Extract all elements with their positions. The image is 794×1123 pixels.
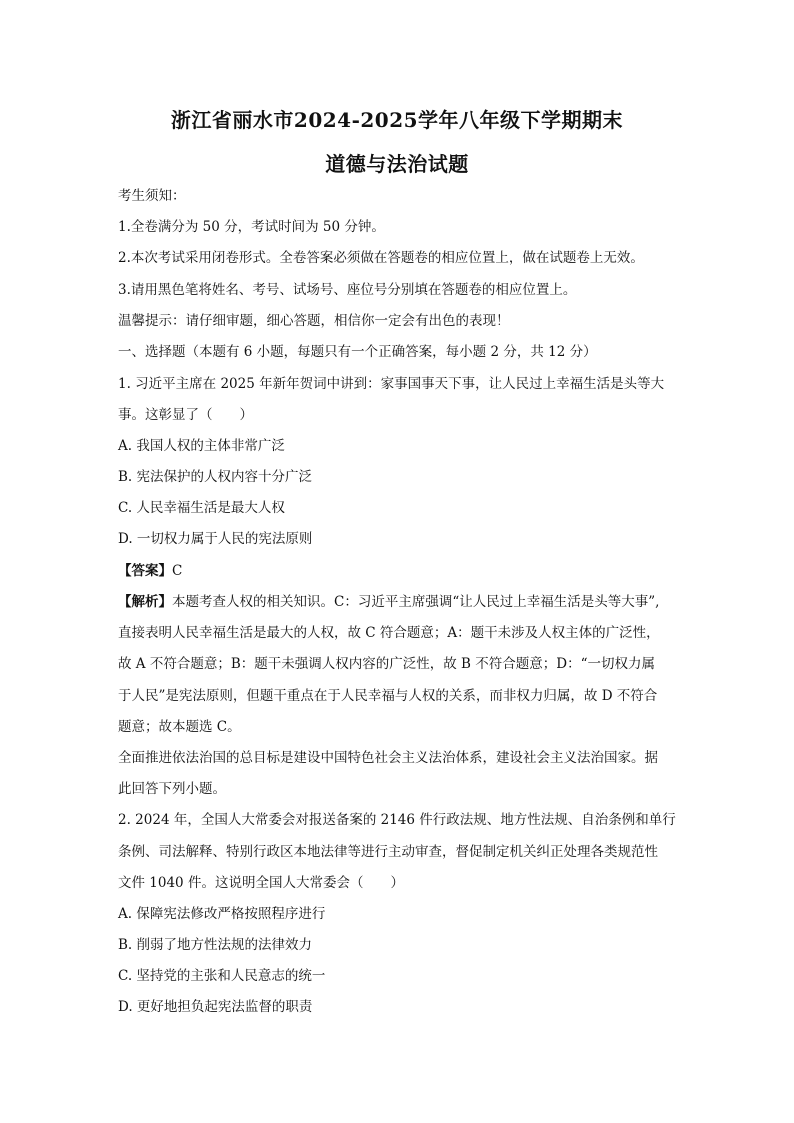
question-2-stem: 条例、司法解释、特别行政区本地法律等进行主动审查，督促制定机关纠正处理各类规范性 <box>118 844 658 860</box>
section-heading: 一、选择题（本题有 6 小题，每题只有一个正确答案，每小题 2 分，共 12 分） <box>118 344 597 360</box>
question-1-stem: 1. 习近平主席在 2025 年新年贺词中讲到：家事国事天下事，让人民过上幸福生活是头等大 <box>118 376 665 392</box>
answer-value: C <box>172 563 183 579</box>
question-1-option-a: A. 我国人权的主体非常广泛 <box>118 438 285 454</box>
question-1-analysis <box>118 593 688 611</box>
answer-tag: 【答案】 <box>118 563 172 579</box>
question-1-option-c: C. 人民幸福生活是最大人权 <box>118 500 285 516</box>
question-2-option-d: D. 更好地担负起宪法监督的职责 <box>118 999 313 1015</box>
analysis-text: 题意；故本题选 C。 <box>118 719 241 735</box>
question-1-answer <box>118 562 688 580</box>
question-1-option-b: B. 宪法保护的人权内容十分广泛 <box>118 469 313 485</box>
analysis-text: 故 A 不符合题意；B：题干未强调人权内容的广泛性，故 B 不符合题意；D：“一切权力属 <box>118 656 655 672</box>
question-2-option-b: B. 削弱了地方性法规的法律效力 <box>118 937 313 953</box>
question-2-option-c: C. 坚持党的主张和人民意志的统一 <box>118 968 326 984</box>
reminder-text: 温馨提示：请仔细审题，细心答题，相信你一定会有出色的表现！ <box>118 313 510 329</box>
question-2-stem: 文件 1040 件。这说明全国人大常委会（ ） <box>118 875 404 891</box>
notice-item: 3.请用黑色笔将姓名、考号、试场号、座位号分别填在答题卷的相应位置上。 <box>118 282 577 298</box>
exam-subtitle: 道德与法治试题 <box>325 152 469 176</box>
notice-heading: 考生须知： <box>118 188 186 204</box>
analysis-tag: 【解析】 <box>118 594 172 610</box>
analysis-text: 本题考查人权的相关知识。C：习近平主席强调“让人民过上幸福生活是头等大事”, <box>172 594 660 610</box>
notice-item: 1.全卷满分为 50 分，考试时间为 50 分钟。 <box>118 219 385 235</box>
analysis-text: 直接表明人民幸福生活是最大的人权，故 C 符合题意；A：题干未涉及人权主体的广泛性， <box>118 625 660 641</box>
analysis-text: 于人民”是宪法原则，但题干重点在于人民幸福与人权的关系，而非权力归属，故 D 不符合 <box>118 688 658 704</box>
passage-text: 全面推进依法治国的总目标是建设中国特色社会主义法治体系，建设社会主义法治国家。据 <box>118 750 658 766</box>
question-1-stem: 事。这彰显了（ ） <box>118 407 253 423</box>
notice-item: 2.本次考试采用闭卷形式。全卷答案必须做在答题卷的相应位置上，做在试题卷上无效。 <box>118 250 644 266</box>
passage-text: 此回答下列小题。 <box>118 781 226 797</box>
question-2-option-a: A. 保障宪法修改严格按照程序进行 <box>118 906 326 922</box>
question-1-option-d: D. 一切权力属于人民的宪法原则 <box>118 531 313 547</box>
exam-title: 浙江省丽水市2024-2025学年八年级下学期期末 <box>170 108 624 132</box>
question-2-stem: 2. 2024 年，全国人大常委会对报送备案的 2146 件行政法规、地方性法规、自治条例和单行 <box>118 812 676 828</box>
